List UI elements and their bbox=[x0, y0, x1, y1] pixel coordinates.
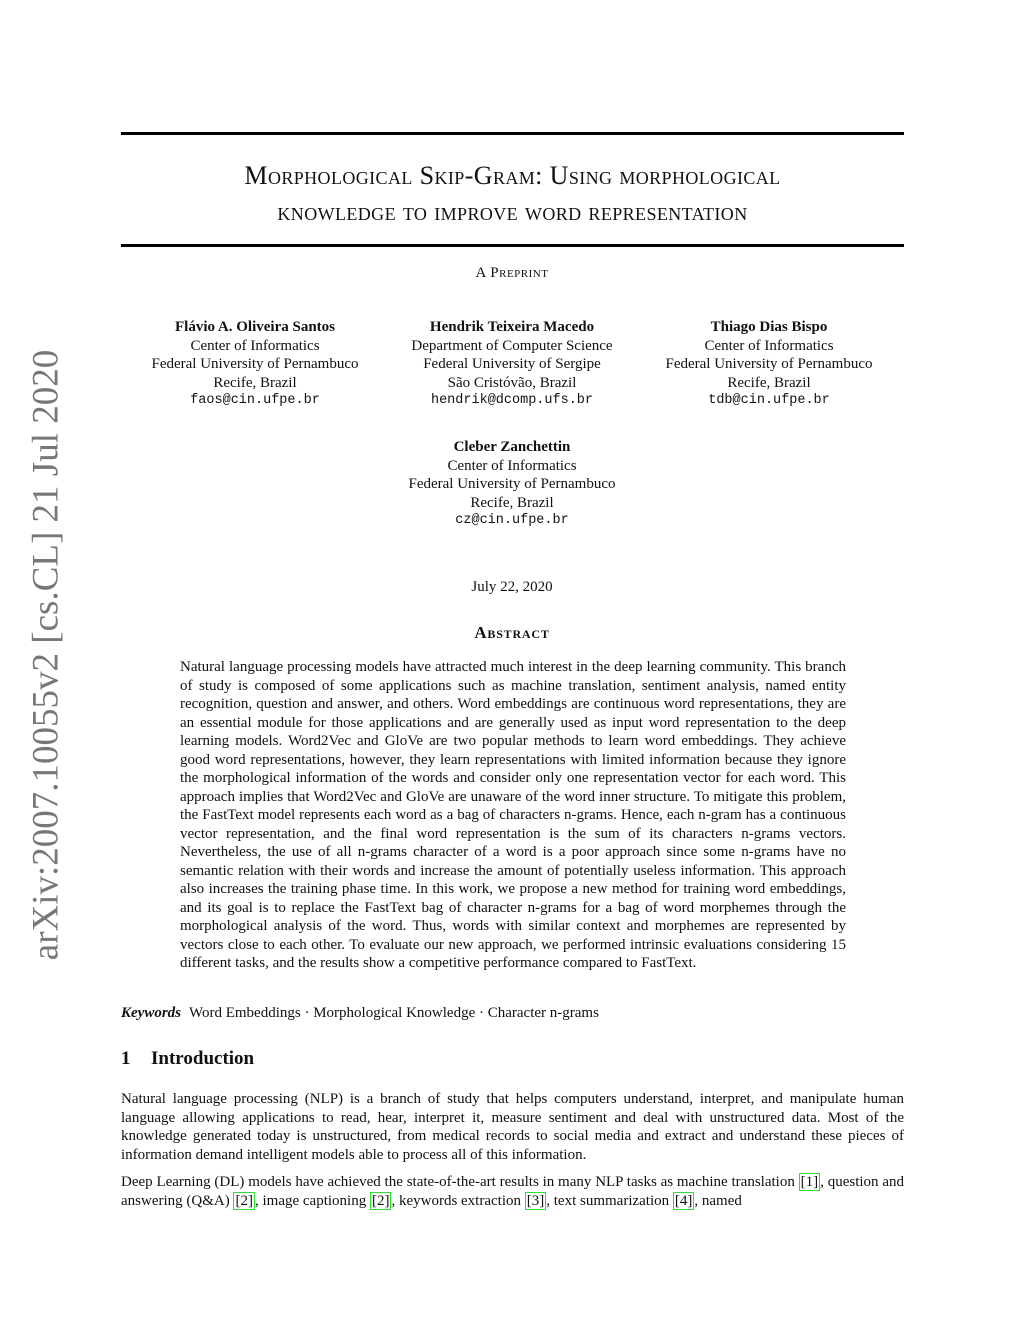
section-number: 1 bbox=[121, 1048, 131, 1069]
paper-title-line-2: knowledge to improve word representation bbox=[277, 197, 748, 226]
citation-link[interactable]: [4] bbox=[674, 1192, 693, 1209]
paper-title-line-1: Morphological Skip-Gram: Using morphological bbox=[244, 161, 781, 190]
author-name: Flávio A. Oliveira Santos bbox=[174, 319, 335, 335]
citation-link[interactable]: [2] bbox=[371, 1192, 390, 1209]
author-email[interactable]: hendrik@dcomp.ufs.br bbox=[430, 393, 594, 408]
author-department: Center of Informatics bbox=[190, 337, 320, 354]
author-name: Cleber Zanchettin bbox=[453, 439, 571, 455]
author-name: Hendrik Teixeira Macedo bbox=[429, 319, 595, 335]
section-heading-introduction bbox=[121, 1048, 254, 1070]
author-location: Recife, Brazil bbox=[727, 374, 811, 391]
abstract-heading: Abstract bbox=[474, 623, 550, 642]
citation-link[interactable]: [3] bbox=[526, 1192, 545, 1209]
author-department: Department of Computer Science bbox=[411, 337, 613, 354]
paper-title bbox=[121, 158, 904, 230]
author-block bbox=[382, 318, 642, 411]
arxiv-identifier: arXiv:2007.10055v2 [cs.CL] 21 Jul 2020 bbox=[25, 349, 67, 961]
paragraph-text: , image captioning bbox=[254, 1192, 370, 1209]
keywords-list: Word Embeddings · Morphological Knowledge · Character n-grams bbox=[189, 1005, 599, 1021]
author-department: Center of Informatics bbox=[447, 457, 577, 474]
author-location: Recife, Brazil bbox=[470, 494, 554, 511]
author-university: Federal University of Pernambuco bbox=[665, 356, 873, 372]
paragraph-text: , named bbox=[694, 1192, 742, 1209]
author-location: Recife, Brazil bbox=[213, 374, 297, 391]
title-bottom-rule bbox=[121, 244, 904, 247]
preprint-label: A Preprint bbox=[475, 265, 549, 281]
author-block bbox=[125, 318, 385, 411]
paragraph-text: , question and answering (Q&A) bbox=[121, 1174, 904, 1209]
author-department: Center of Informatics bbox=[704, 337, 834, 354]
citation-link[interactable]: [2] bbox=[235, 1192, 253, 1209]
author-block bbox=[382, 438, 642, 531]
author-block bbox=[639, 318, 899, 411]
section-title: Introduction bbox=[151, 1048, 255, 1069]
author-email[interactable]: faos@cin.ufpe.br bbox=[190, 393, 320, 408]
intro-paragraph-2 bbox=[121, 1173, 904, 1210]
author-email[interactable]: cz@cin.ufpe.br bbox=[455, 513, 569, 528]
author-email[interactable]: tdb@cin.ufpe.br bbox=[708, 393, 830, 408]
keywords-label: Keywords bbox=[121, 1005, 181, 1021]
intro-paragraph-1: Natural language processing (NLP) is a branch of study that helps computers understand, interpret, and manipulate human language allowing applications to read, hear, interpret it, measure sentiment and deal with unstructured data. Most of the knowledge generated today is unstructured, from medical records to social media and extract and understand these pieces of information demand intelligent models able to process all of this information. bbox=[121, 1091, 904, 1163]
author-location: São Cristóvão, Brazil bbox=[447, 374, 577, 391]
paragraph-text: Deep Learning (DL) models have achieved the state-of-the-art results in many NLP tasks as machine translation bbox=[121, 1174, 799, 1190]
abstract-text: Natural language processing models have attracted much interest in the deep learning community. This branch of study is composed of some applications such as machine translation, sentiment analysis, named entity recognition, question and answer, and others. Word embeddings are continuous word representations, they are an essential module for those applications and are generally used as input word representation to the deep learning models. Word2Vec and GloVe are two popular methods to learn word embeddings. They achieve good word representations, however, they learn representations with limited information because they ignore the morphological information of the words and consider only one representation vector for each word. This approach implies that Word2Vec and GloVe are unaware of the word inner structure. To mitigate this problem, the FastText model represents each word as a bag of characters n-grams. Hence, each n-gram has a continuous vector representation, and the final word representation is the sum of its characters n-grams vectors. Nevertheless, the use of all n-grams character of a word is a poor approach since some n-grams have no semantic relation with their words and increase the amount of potentially useless information. This approach also increases the training phase time. In this work, we propose a new method for training word embeddings, and its goal is to replace the FastText bag of character n-grams for a bag of word morphemes through the morphological analysis of the word. Thus, words with similar context and morphemes are represented by vectors close to each other. To evaluate our new approach, we performed intrinsic evaluations considering 15 different tasks, and the results show a competitive performance compared to FastText. bbox=[180, 659, 846, 971]
author-university: Federal University of Pernambuco bbox=[408, 476, 616, 492]
author-university: Federal University of Pernambuco bbox=[151, 356, 359, 372]
keywords-line bbox=[121, 1005, 904, 1022]
title-top-rule bbox=[121, 132, 904, 135]
publication-date: July 22, 2020 bbox=[471, 579, 553, 595]
paragraph-text: , keywords extraction bbox=[391, 1192, 525, 1209]
author-name: Thiago Dias Bispo bbox=[710, 319, 828, 335]
citation-link[interactable]: [1] bbox=[800, 1174, 819, 1190]
paragraph-text: , text summarization bbox=[546, 1192, 673, 1209]
author-university: Federal University of Sergipe bbox=[423, 356, 601, 372]
